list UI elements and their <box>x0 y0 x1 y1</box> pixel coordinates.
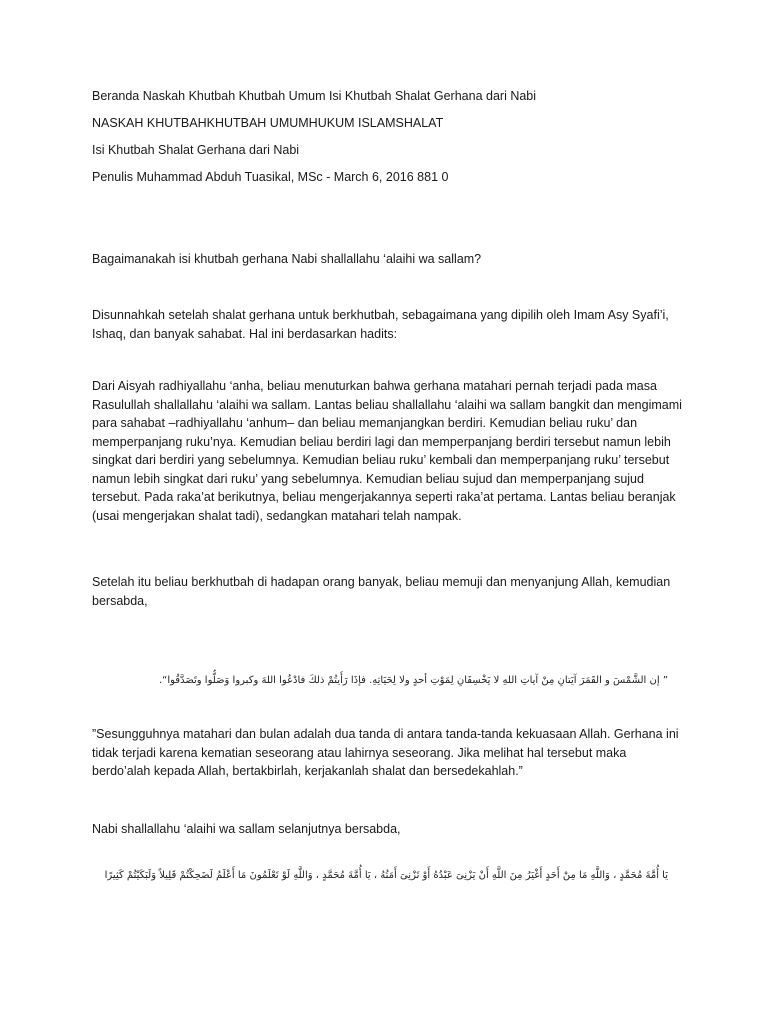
translation-paragraph: ”Sesungguhnya matahari dan bulan adalah dua tanda di antara tanda-tanda kekuasaan Allah. Gerhana ini tidak terjadi karena kematian seseorang atau lahirnya seseorang. Jika melihat hal tersebut maka berdo’alah kepada Allah, bertakbirlah, kerjakanlah shalat dan bersedekahlah.” <box>92 727 679 778</box>
article-meta: Penulis Muhammad Abduh Tuasikal, MSc - March 6, 2016 881 0 <box>92 170 449 184</box>
breadcrumb: Beranda Naskah Khutbah Khutbah Umum Isi Khutbah Shalat Gerhana dari Nabi <box>92 89 537 103</box>
question-paragraph: Bagaimanakah isi khutbah gerhana Nabi shallallahu ‘alaihi wa sallam? <box>92 252 482 266</box>
arabic-quote-1: ” إن الشَّمْسَ و القَمَرَ آيَتانِ مِنْ آياتِ اللهِ لا يَخْسِفَانِ لِمَوْتِ أحدٍ ولا لِحَيَاتِهِ. فإذَا رَأَيتُمْ ذلكَ فادْعُوا اللهَ وكبروا وَصَلُّوا وتَصَدَّقُوا“. <box>159 675 668 686</box>
arabic-quote-2: يَا أُمَّةَ مُحَمَّدٍ ، وَاللَّهِ مَا مِنْ أَحَدٍ أَغْيَرُ مِنَ اللَّهِ أَنْ يَزْنِىَ عَبْدُهُ أَوْ تَزْنِىَ أَمَتُهُ ، يَا أُمَّةَ مُحَمَّدٍ ، وَاللَّهِ لَوْ تَعْلَمُونَ مَا أَعْلَمُ لَضَحِكْتُمْ قَلِيلاً وَلَبَكَيْتُمْ كَثِيرًا <box>104 870 668 881</box>
intro-paragraph: Disunnahkah setelah shalat gerhana untuk berkhutbah, sebagaimana yang dipilih oleh Imam Asy Syafi’i, Ishaq, dan banyak sahabat. Hal ini berdasarkan hadits: <box>92 308 669 341</box>
article-title: Isi Khutbah Shalat Gerhana dari Nabi <box>92 143 300 157</box>
sermon-intro-paragraph: Setelah itu beliau berkhutbah di hadapan orang banyak, beliau memuji dan menyanjung Allah, kemudian bersabda, <box>92 575 671 608</box>
continuation-paragraph: Nabi shallallahu ‘alaihi wa sallam selanjutnya bersabda, <box>92 822 401 836</box>
category-list: NASKAH KHUTBAHKHUTBAH UMUMHUKUM ISLAMSHALAT <box>92 116 444 130</box>
hadith-narration-paragraph: Dari Aisyah radhiyallahu ‘anha, beliau menuturkan bahwa gerhana matahari pernah terjadi pada masa Rasulullah shallallahu ‘alaihi wa sallam. Lantas beliau shallallahu ‘alaihi wa sallam bangkit dan mengimami para sahabat –radhiyallahu ‘anhum– dan beliau memanjangkan berdiri. Kemudian beliau ruku’ dan memperpanjang ruku’nya. Kemudian beliau berdiri lagi dan memperpanjang berdiri tersebut namun lebih singkat dari berdiri yang sebelumnya. Kemudian beliau ruku’ kembali dan memperpanjang ruku’ tersebut namun lebih singkat dari ruku’ yang sebelumnya. Kemudian beliau sujud dan memperpanjang sujud tersebut. Pada raka’at berikutnya, beliau mengerjakannya seperti raka’at pertama. Lantas beliau beranjak (usai mengerjakan shalat tadi), sedangkan matahari telah nampak. <box>92 379 682 523</box>
